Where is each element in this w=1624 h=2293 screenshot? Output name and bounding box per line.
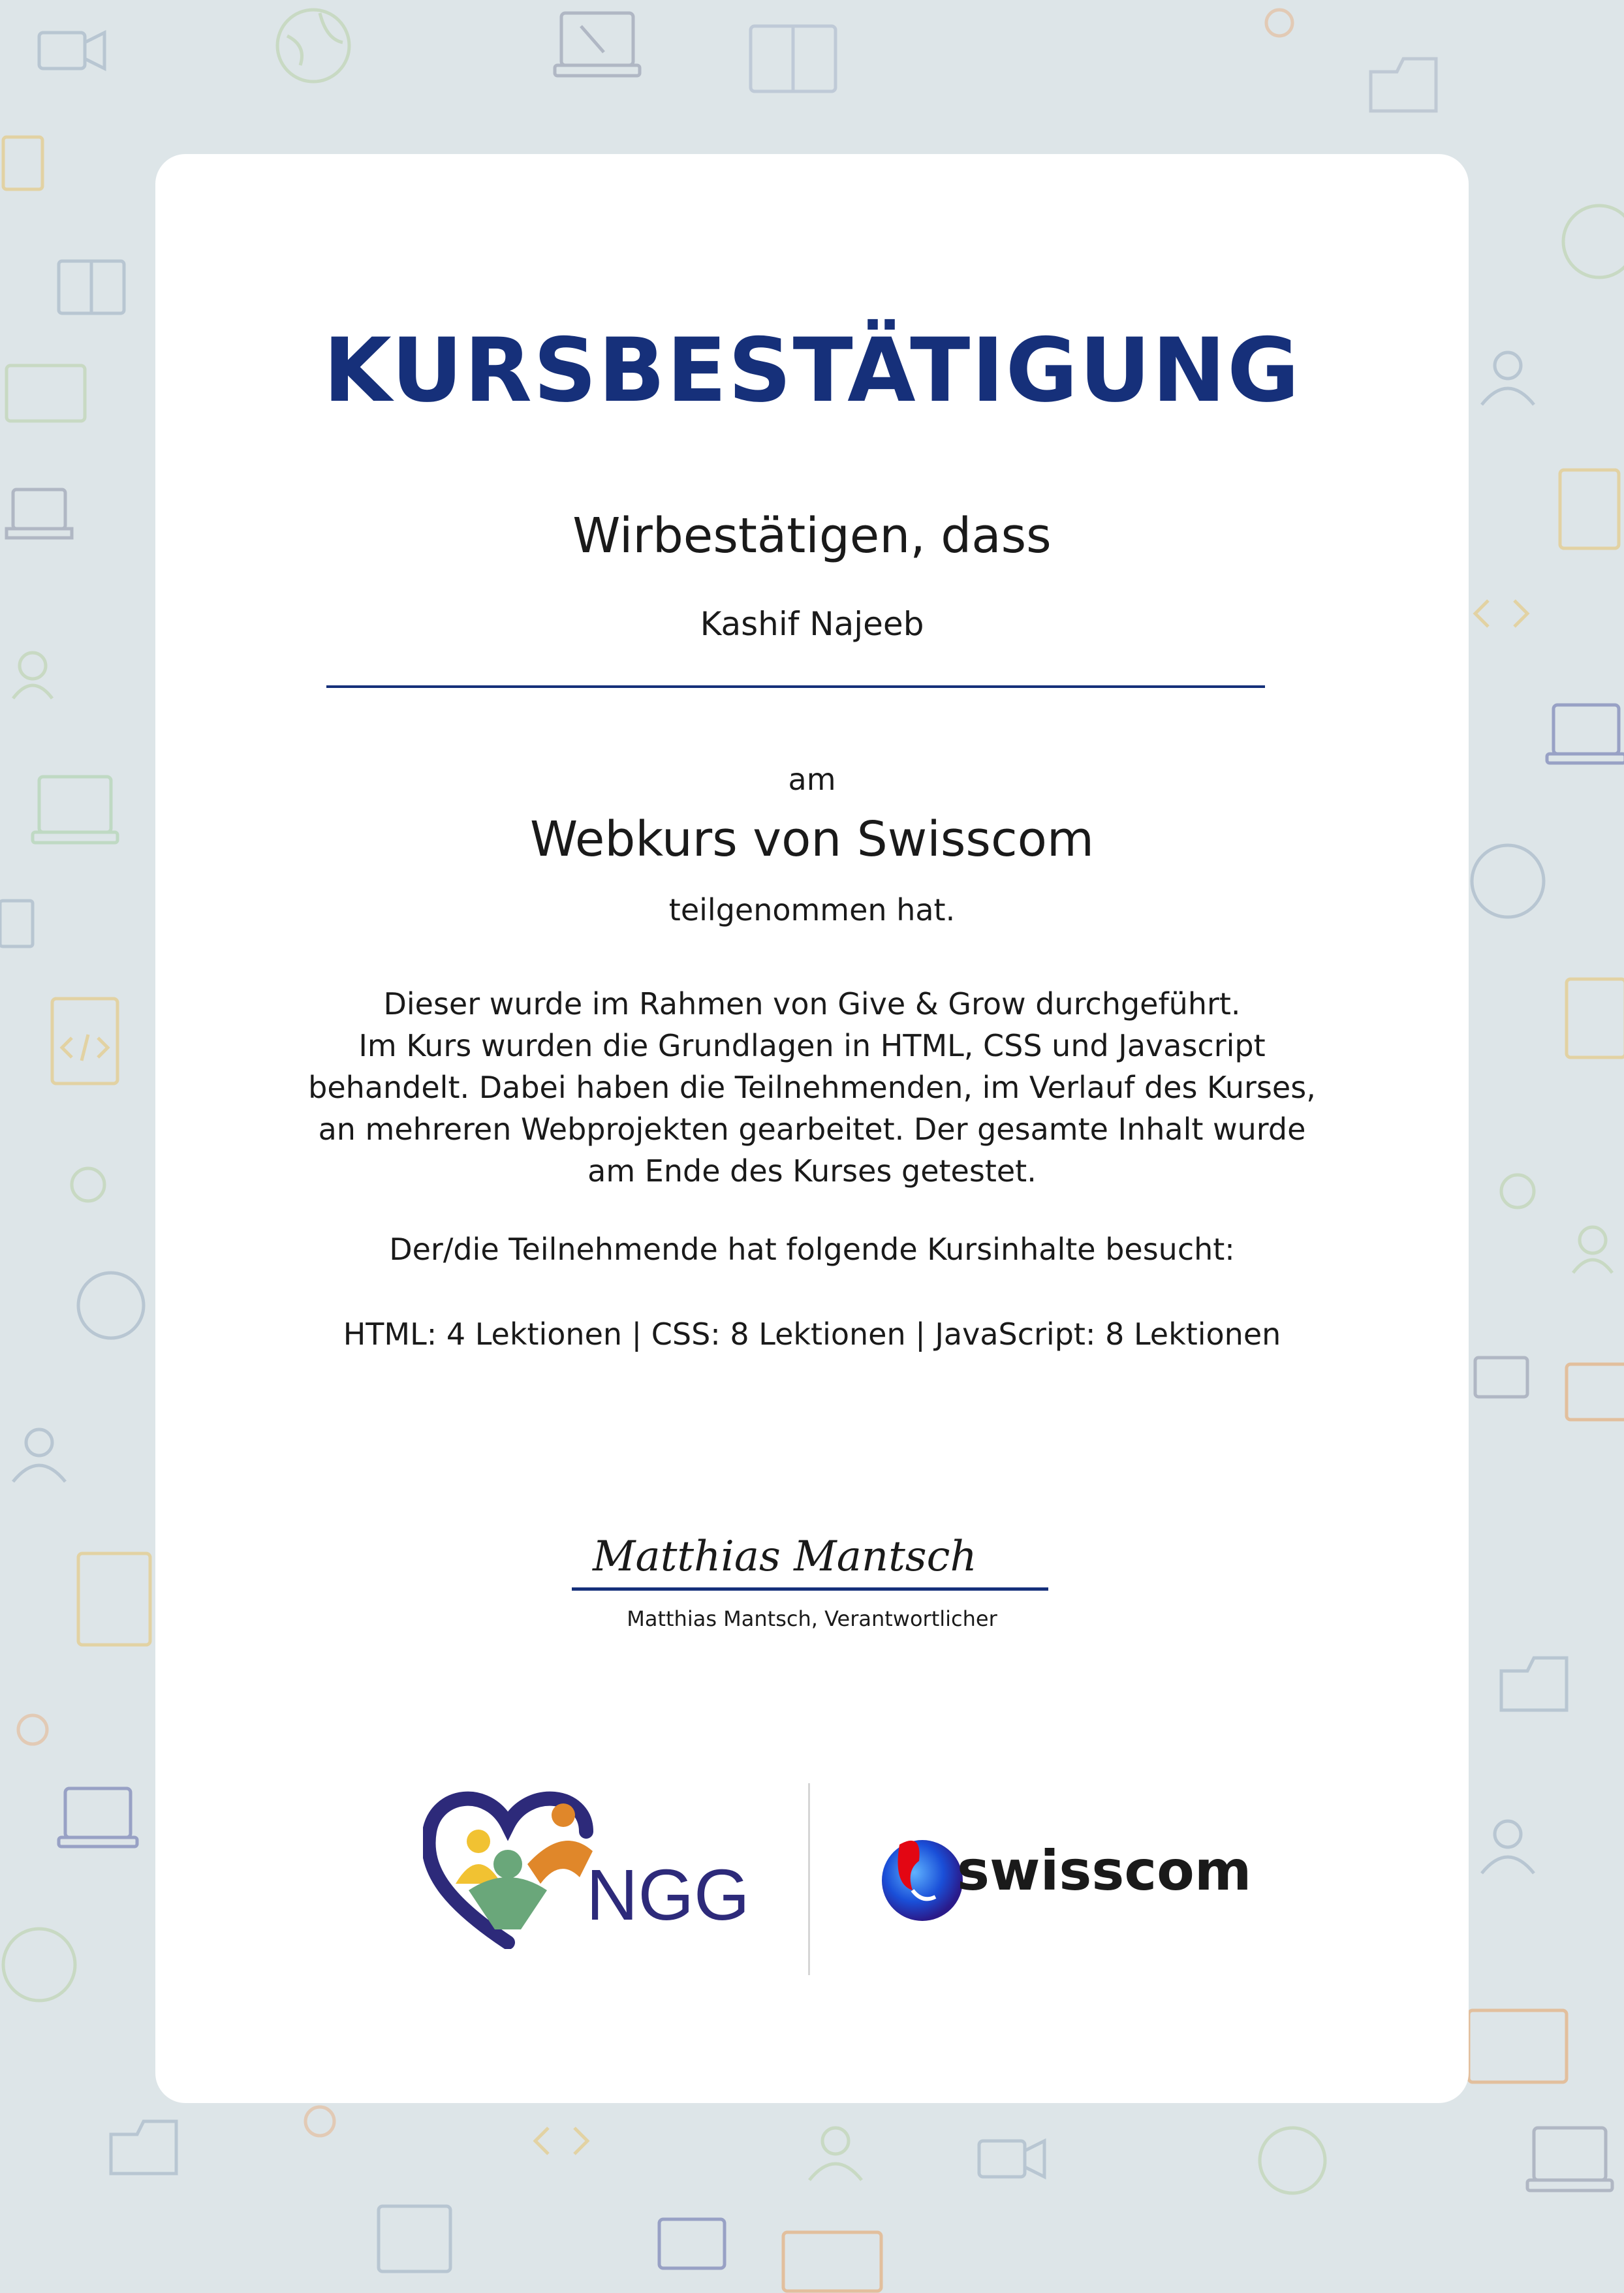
participated-label: teilgenommen hat. [668, 892, 956, 928]
globe-icon [1472, 845, 1544, 917]
laptop-icon [1547, 705, 1624, 763]
id-card-icon [59, 261, 124, 313]
signature-image [573, 1518, 1069, 1590]
description-line: Im Kurs wurden die Grundlagen in HTML, CSS und Javascript [358, 1028, 1266, 1063]
gear-icon [72, 1168, 104, 1201]
laptop-icon [1475, 1358, 1527, 1397]
certificate-subtitle: Wirbestätigen, dass [572, 508, 1052, 564]
monitor-icon [1469, 2010, 1567, 2082]
svg-text:Matthias Mantsch: Matthias Mantsch [593, 1533, 977, 1581]
description-line: Dieser wurde im Rahmen von Give & Grow durchgeführt. [383, 986, 1241, 1022]
monitor-icon [7, 366, 85, 421]
video-camera-icon [39, 33, 104, 69]
code-icon [1475, 601, 1527, 627]
globe-icon [3, 1929, 75, 2001]
people-icon [13, 653, 52, 698]
description-line: am Ende des Kurses getestet. [587, 1153, 1037, 1189]
swisscom-wordmark: swisscom [957, 1839, 1252, 1903]
certificate-title: KURSBESTÄTIGUNG [323, 319, 1301, 422]
gear-icon [305, 2107, 334, 2136]
document-icon [379, 2206, 450, 2271]
people-icon [1573, 1227, 1612, 1273]
globe-icon [1260, 2128, 1325, 2193]
description-line: behandelt. Dabei haben die Teilnehmenden, im Verlauf des Kurses, [308, 1070, 1316, 1105]
code-icon [535, 2128, 587, 2154]
lessons-summary: HTML: 4 Lektionen | CSS: 8 Lektionen | JavaScript: 8 Lektionen [343, 1317, 1281, 1352]
people-icon [809, 2128, 862, 2180]
laptop-icon [1527, 2128, 1612, 2191]
globe-icon [1563, 206, 1624, 277]
document-icon [1567, 979, 1624, 1057]
video-camera-icon [979, 2141, 1044, 2177]
document-icon [78, 1553, 150, 1645]
laptop-icon [659, 2219, 725, 2268]
am-label: am [788, 762, 836, 797]
svg-text:NGG: NGG [586, 1855, 750, 1935]
signature-line [572, 1587, 1048, 1591]
laptop-icon [59, 1788, 137, 1847]
document-icon [0, 901, 33, 946]
laptop-icon [33, 777, 117, 843]
document-icon [1560, 470, 1619, 548]
gear-icon [18, 1715, 47, 1744]
description-line: an mehreren Webprojekten gearbeitet. Der gesamte Inhalt wurde [318, 1112, 1306, 1147]
laptop-icon [555, 13, 640, 76]
laptop-icon [7, 490, 72, 538]
people-icon [1482, 1821, 1534, 1873]
course-description [155, 983, 1469, 1192]
gear-icon [1501, 1175, 1534, 1208]
globe-icon [78, 1273, 144, 1338]
folder-icon [111, 2121, 176, 2174]
globe-icon [277, 10, 349, 82]
visited-contents-label: Der/die Teilnehmende hat folgende Kursinhalte besucht: [389, 1232, 1235, 1267]
folder-icon [1501, 1658, 1567, 1710]
folder-icon [1371, 59, 1436, 111]
ngg-logo [423, 1779, 762, 1949]
people-icon [13, 1429, 65, 1482]
name-underline [326, 685, 1265, 688]
course-name: Webkurs von Swisscom [529, 811, 1094, 867]
logo-divider [808, 1783, 810, 1975]
people-icon [1482, 352, 1534, 405]
monitor-icon [783, 2232, 881, 2291]
certificate-card [155, 154, 1469, 2103]
gear-icon [1266, 10, 1292, 36]
signature-caption: Matthias Mantsch, Verantwortlicher [627, 1606, 997, 1631]
code-icon [52, 999, 117, 1084]
recipient-name: Kashif Najeeb [700, 605, 924, 643]
document-icon [3, 137, 42, 189]
monitor-icon [1567, 1364, 1624, 1420]
id-card-icon [751, 26, 835, 91]
